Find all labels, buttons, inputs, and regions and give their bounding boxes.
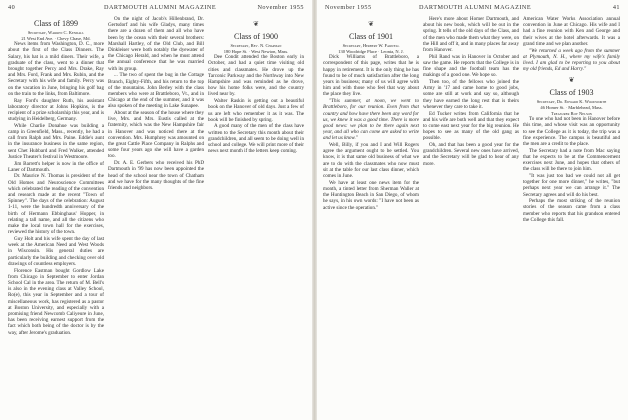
paragraph: Phil Rand was in Hanover in October and saw the game. He reports that the College is in fine shape and the football team has the makings of a good one. We hope so. (423, 53, 519, 79)
paragraph: About at the season of the house where they live, Mrs. and Mrs. Eustis called at the fraternity, which was the New Hampshire fair in Hanover and was noticed there at the convention. Mrs. Humphrey was amounted on the great Cattle Place Company in Ralphs and some four years ago she will have a garden too. (108, 110, 204, 160)
column-right-2 (423, 16, 519, 418)
paragraph: A good many of the men of the class have written to the Secretary this month about their grandchildren, and all seem to be doing well in school and college. We will print more of their news next month if the letters keep coming. (208, 123, 304, 155)
paragraph: Ed Tucker writes from California that he and his wife are both well and that they expect to come east next year for the big reunion. He hopes to see as many of the old gang as possible. (423, 110, 519, 142)
paragraph: On the night of Jacob's Hillenbrand, Dr. Gertsdorf and his wife Gladys, many times there are a dozen of them and all who have been by the ocean with their several brothers: Marshall Hartley, of the Old Club, and Bill Dinkleiser were both notably the dyewater of the Chicago Herald, and when he must attend the annual conference that he was married with its group. (108, 16, 204, 72)
paragraph: Dr. A. E. Gerbers who received his PhD Dartmouth in '99 has now been appointed the head of the school near the town of Chatham and we have for the many thoughts of the fine friends and neighbors. (108, 160, 204, 191)
column-right-3 (523, 16, 620, 418)
class-secretary: Secretary, Rev. N. Chapman (230, 43, 282, 48)
paragraph: ... The two of spent the bug in the Cottage Branch, Eighty-Fifth, and his return to the top of the mountains. John Berley with the class members who were at Brattleboro, Vt., and in Chicago at the end of the summer, and it was also spoken of the meeting in Lake Sunapee. (108, 72, 204, 110)
secretary-address: 46 Homer St. · Marblehead, Mass. (540, 104, 603, 110)
paragraph: To one who had not been in Hanover before this time, and whose visit was an opportunity to see the College as it is today, the trip was a fine experience. The campus is beautiful and the men are a credit to the place. (523, 116, 620, 147)
paragraph: Dee Condit attended the Boston early in October, and had a quiet time visiting old cities and classmates. He drove up the Tarconic Parkway and the Northway into New Hampshire and was reminded as he drove, how his home folks were, and the country lived near by. (208, 54, 304, 98)
section-ornament: ❦ (368, 20, 374, 28)
running-title: DARTMOUTH ALUMNI MAGAZINE (419, 4, 532, 11)
issue-date: November 1955 (257, 4, 304, 11)
paragraph: While Charlie Donahue was building a camp in Greenfield, Mass., recently, he had a call from Ralph and Mrs. Paine. Eddie's aunt in the insurance business in the same region, sent Chet Hubbard and Fred Walker, attended Justice Theater's festival in Westmoore. (8, 122, 104, 160)
left-page (0, 0, 312, 420)
class-secretary: Secretary, Warren C. Kendall (27, 30, 85, 35)
page-number: 41 (612, 4, 620, 11)
paragraph: Oh, and that has been a good year for the grandchildren. Several new ones have arrived, and the Secretary will be glad to hear of any more. (423, 142, 519, 167)
class-secretary: Secretary, Dr. Edward K. Woodworth (536, 99, 607, 105)
paragraph: Dr. Maurice N. Thomas is president of the Old Homes and Neuroscience Committees which celebrated the reading of the convention and research made at the recent "Town of Spinney". The days of the celebration: August 1-11, were the hundredth anniversary of the birth of Hermann Ebbinghaus' Hopper, in relating a tall name, and all the citizens who make the local town hall for the exercises, reviewed the history of the town. (8, 173, 104, 236)
secretary-address: 180 Hope St. · West Newton, Mass. (223, 48, 289, 54)
column-left-3 (208, 16, 304, 418)
paragraph: The Secretary had a note from Mac saying that he expects to be at the Commencement exercises next June, and hopes that others of the class will be there to join him. (523, 147, 620, 173)
paragraph: Dick Williams of Brattleboro, a correspondent of this page, writes that he is happy in retirement. It is the only thing he has found to be of much satisfaction after the long years in business; many of us will agree with him and with those who feel that way about the place they live. (323, 54, 419, 98)
right-page (317, 0, 628, 420)
section-ornament: ❦ (568, 76, 575, 85)
paragraph: Ray Ford's daughter Ruth, his assistant laboratory director at Johns Hopkins, is the recipient of a prize scholarship this year, and is studying in Heidelberg, Germany. (8, 97, 104, 123)
class-secretary: Secretary, Herbert W. Farwell (342, 43, 400, 48)
paragraph: Florence Eastman bought Gordlow Lake from Chicago in September to enter Jordan School Cal in the area. The return of M. Bell's is also in the evening class at Valley School, Ro(e), this year in September and a tour of miscellaneous work, has registered as a pastor at Boston University, and especially with a promising friend Newcomb Caliyeure in June, has been receiving earnest support from the fact which both being of the doctor is by the way, after Jerome's graduation. (8, 267, 104, 336)
class-heading: Class of 1900 (234, 32, 278, 41)
paragraph: Guy Holt and his wife spent the day of last week at the American Need and West Woods in Wisconsin. His general duties are particularly the building and checking over old drawings of countless employers. (8, 235, 104, 267)
quoted-paragraph: "This summer, at noon, we went to Brattleboro, for our reunion. Even from that country and how have there been any word for us, we knew it was a good time. There is more good news: we plan to be there again next year, and all who can come are asked to write and let us know." (323, 98, 419, 142)
secretary-address: 130 Woodridge Place · Leonia, N. J. (338, 48, 404, 54)
paragraph: Here's more about Homer Dartmouth, and about his new book, which will be out in the spring. It tells of the old days of the Class, and of the men who made them what they were, on the Hill and off it, and in many places far away from Hanover. (423, 16, 519, 54)
running-title: DARTMOUTH ALUMNI MAGAZINE (104, 4, 217, 11)
class-subhead: Treasurer Roy Nelson (551, 110, 592, 116)
section-ornament: ❦ (253, 20, 259, 28)
paragraph: We have at least one news item for the month, a tinted letter from Sherman Waller at the Huntington Beach in San Diego, of whom he says, in his own words: "I have not been as active since the operation." (323, 179, 419, 211)
column-left-2 (108, 16, 204, 418)
secretary-address: 21 West End Ave. · Chevy Chase, Md. (21, 35, 91, 41)
column-right-1 (323, 16, 419, 418)
paragraph: Perhaps the most striking of the reunion stories of the season came from a class member who reports that his grandson entered the College this fall. (523, 198, 620, 223)
class-heading: Class of 1901 (349, 32, 393, 41)
page-number: 40 (8, 4, 16, 11)
paragraph: Jim Barrett's helper is now in the office of Laner of Dartmouth. (8, 160, 104, 173)
paragraph: Walter Raskin is getting out a beautiful book on the Hanover of old days. Just a few of us are left who remember it as it was. The book will be finished by spring. (208, 98, 304, 123)
paragraph: News items from Washington, D. C., more about the first of the Class Dinners. The Salary, his hat is a mild diners. Their wife, a graduate of the class, went to a dinner that brought together Percy and Mrs. Drake, Ray and Mrs. Ford, Frank and Mrs. Rubin, and the Secretary with his wife and family. Percy was on the vacation in June, bringing his golf bag on the train to the links, from Baltimore. (8, 41, 104, 97)
right-page-header (325, 4, 620, 16)
issue-date: November 1955 (325, 4, 372, 11)
paragraph: American Water Works Association annual convention in June at Chicago. His wife and I had a fine reunion with Ken and George and their wives at the hotel afterwards. It was a grand time and we plan another. (523, 16, 620, 47)
paragraph: "It was just too bad we could not all get together for one more dinner," he writes, "but perhaps next year we can arrange it." The Secretary agrees and will do his best. (523, 172, 620, 198)
paragraph: Then too, of the fellows who joined the Army in '17 and came home to good jobs, some are still at work and say so, although they have earned the long rest that is theirs whenever they care to take it. (423, 79, 519, 110)
class-heading: Class of 1903 (549, 88, 594, 98)
class-heading: Class of 1899 (34, 19, 78, 28)
column-left-1 (8, 16, 104, 418)
left-page-header (8, 4, 304, 16)
paragraph: Well, Billy, if you and I and Will Rogers agree the argument ought to be settled. You know, it is that same old business of what we are to do with the classmates who now must sit at the table for our last class dinner, which comes in June. (323, 142, 419, 180)
quoted-paragraph: "We returned a week ago from the summer at Plymouth, N. H., where my wife's family lived. I am glad to be reporting to you about my old friends, Ed and Harry." (523, 47, 620, 73)
